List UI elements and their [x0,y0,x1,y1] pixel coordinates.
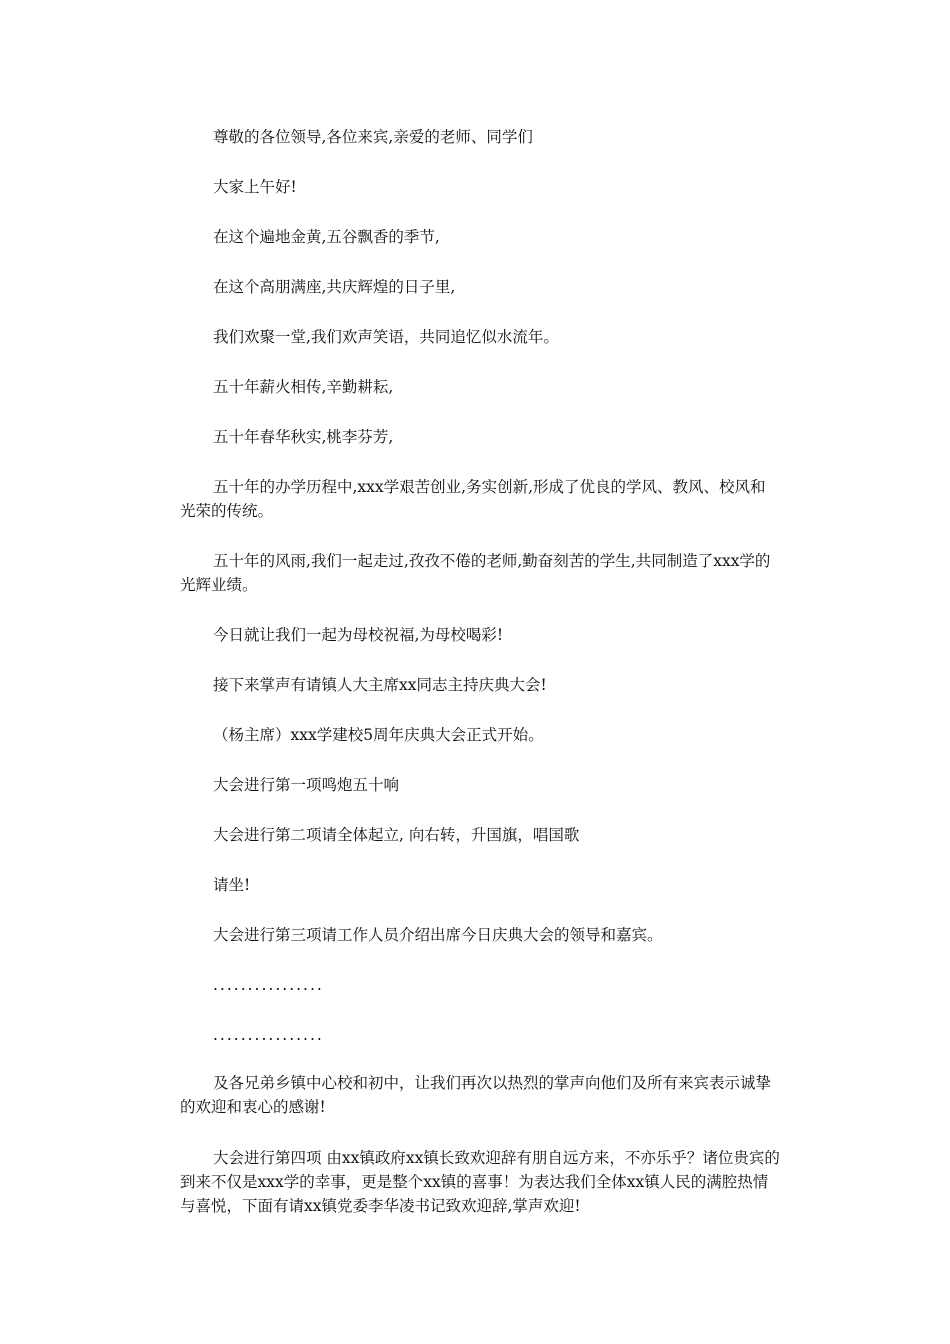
paragraph-fifty-years-1: 五十年薪火相传,辛勤耕耘, [213,378,394,396]
paragraph-item-three: 大会进行第三项请工作人员介绍出席今日庆典大会的领导和嘉宾。 [213,926,663,944]
paragraph-fifty-years-2: 五十年春华秋实,桃李芬芳, [213,428,394,446]
paragraph-item-two: 大会进行第二项请全体起立, 向右转，升国旗，唱国歌 [213,826,580,844]
paragraph-ellipsis-2: ................ [213,1026,324,1044]
paragraph-thanks-guests: 及各兄弟乡镇中心校和初中，让我们再次以热烈的掌声向他们及所有来宾表示诚挚的欢迎和衷心的感谢! [180,1074,772,1116]
paragraph-good-morning: 大家上午好! [213,178,297,196]
paragraph-opening: （杨主席）xxx学建校5周年庆典大会正式开始。 [213,726,544,744]
paragraph-season: 在这个遍地金黄,五谷飘香的季节, [213,228,440,246]
paragraph-invite-host: 接下来掌声有请镇人大主席xx同志主持庆典大会! [213,676,547,694]
paragraph-greeting: 尊敬的各位领导,各位来宾,亲爱的老师、同学们 [213,128,533,146]
paragraph-please-sit: 请坐! [213,876,251,894]
paragraph-achievements: 五十年的风雨,我们一起走过,孜孜不倦的老师,勤奋刻苦的学生,共同制造了xxx学的光辉业绩。 [180,552,771,594]
paragraph-bless-school: 今日就让我们一起为母校祝福,为母校喝彩! [213,626,504,644]
paragraph-reunion: 我们欢聚一堂,我们欢声笑语，共同追忆似水流年。 [213,328,559,346]
paragraph-school-history: 五十年的办学历程中,xxx学艰苦创业,务实创新,形成了优良的学风、教风、校风和光荣的传统。 [180,478,766,520]
paragraph-gathering-day: 在这个高朋满座,共庆辉煌的日子里, [213,278,456,296]
paragraph-item-one: 大会进行第一项鸣炮五十响 [213,776,400,794]
paragraph-item-four: 大会进行第四项 由xx镇政府xx镇长致欢迎辞有朋自远方来，不亦乐乎？诸位贵宾的到来不仅是xxx学的幸事，更是整个xx镇的喜事！为表达我们全体xx镇人民的满腔热情与喜悦，下面有请xx镇党委李华凌书记致欢迎辞,掌声欢迎! [180,1149,780,1215]
paragraph-ellipsis-1: ................ [213,976,324,994]
